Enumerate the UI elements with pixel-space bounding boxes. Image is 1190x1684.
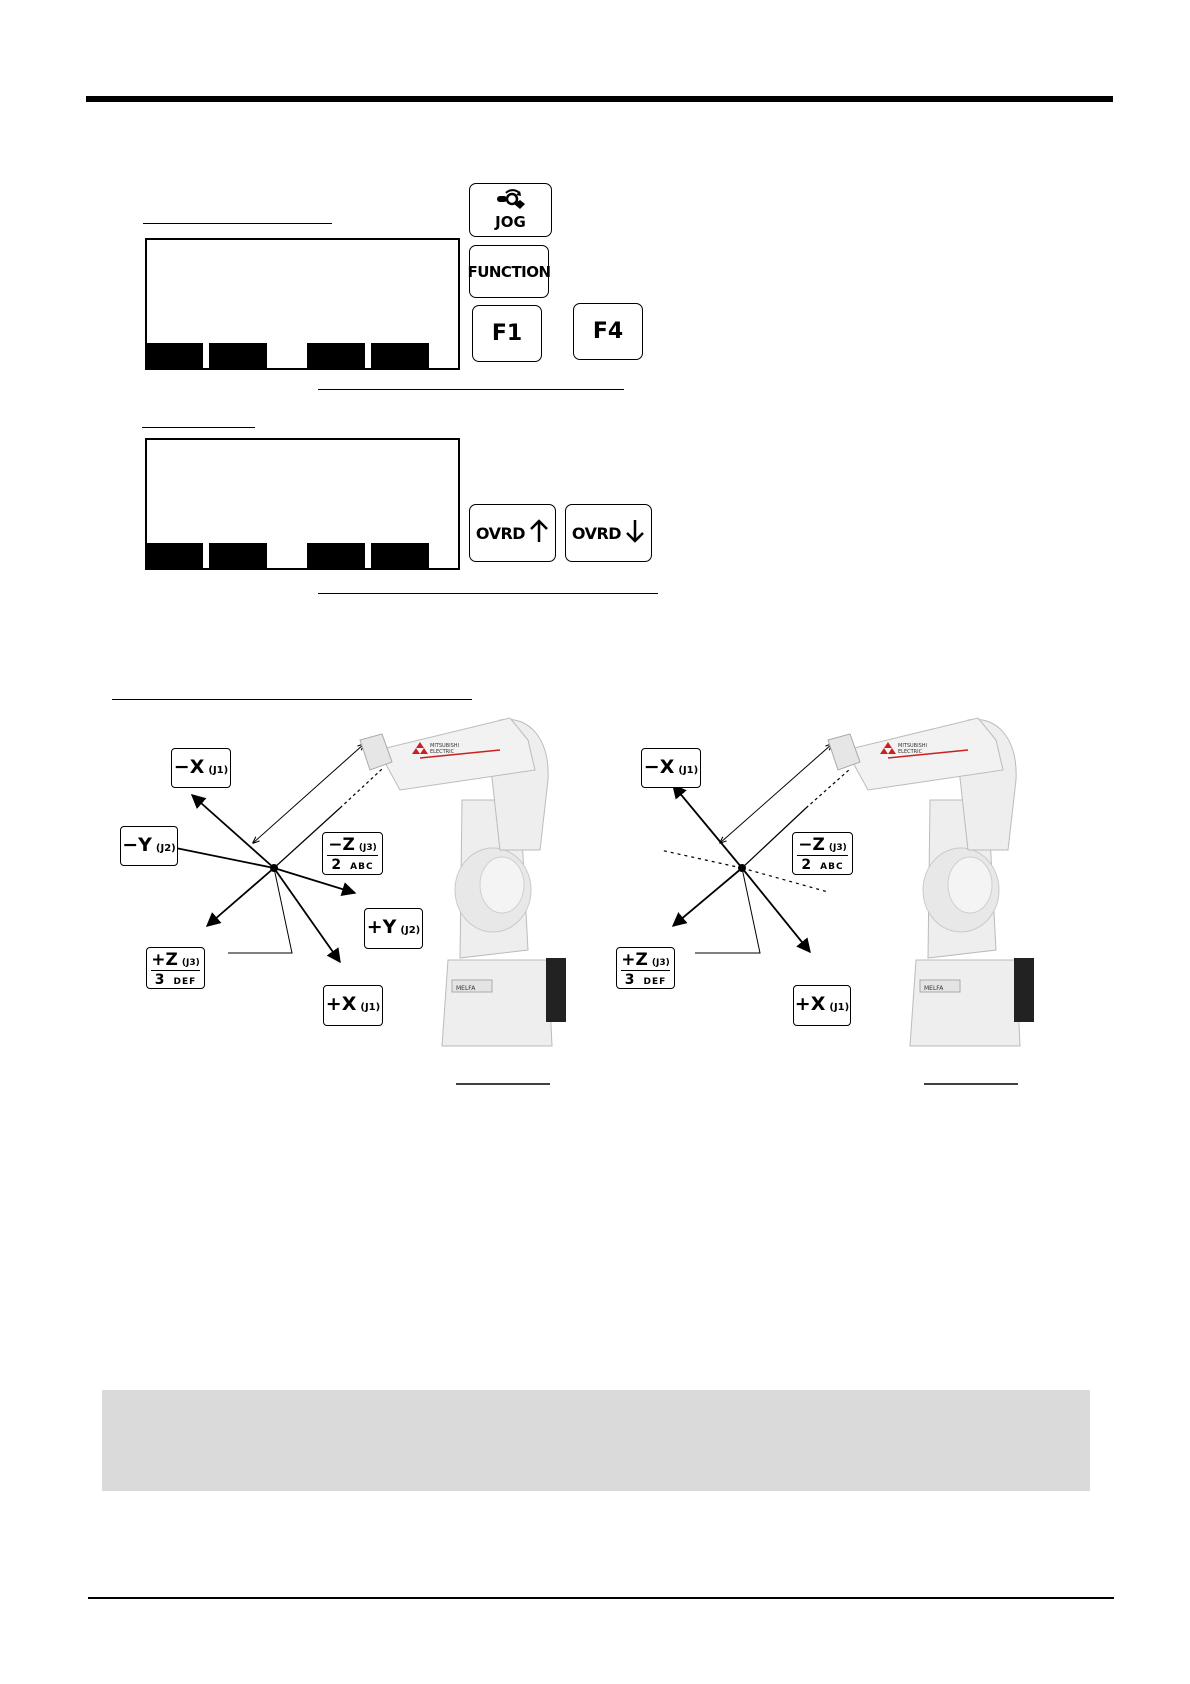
pos-z-key-number: 3 <box>624 972 635 988</box>
neg-z-key-2[interactable] <box>792 832 853 875</box>
pos-z-key-joint: (J3) <box>181 958 200 968</box>
neg-z-key-letters: ABC <box>820 862 844 872</box>
neg-z-key-number: 2 <box>801 857 812 873</box>
neg-x-key-joint: (J1) <box>678 765 699 776</box>
neg-x-key-label: −X <box>643 756 675 778</box>
base-cable <box>1014 958 1034 1022</box>
f1-key-label: F1 <box>491 321 523 346</box>
pos-x-key[interactable] <box>323 985 383 1026</box>
pos-y-key[interactable] <box>364 908 423 949</box>
neg-x-key-label: −X <box>173 756 205 778</box>
neg-y-key-label: −Y <box>122 834 152 856</box>
pos-z-key-letters: DEF <box>643 977 667 987</box>
ovrd-up-label: OVRD <box>475 523 526 543</box>
base-cable <box>546 958 566 1022</box>
brand-line-1: MITSUBISHI <box>430 743 459 749</box>
pos-x-key-joint: (J1) <box>829 1002 850 1013</box>
pos-z-key-number: 3 <box>154 972 165 988</box>
neg-x-key-joint: (J1) <box>208 765 229 776</box>
pos-z-key-label: +Z <box>621 950 648 970</box>
pos-z-key-2[interactable] <box>616 947 675 989</box>
f4-key-label: F4 <box>592 319 624 344</box>
pos-z-key-label: +Z <box>151 950 178 970</box>
robot-arm-image <box>360 700 600 1060</box>
pos-x-arrow-2 <box>742 868 810 952</box>
pos-y-key-joint: (J2) <box>400 925 421 936</box>
brand-line-1-2: MITSUBISHI <box>898 743 927 749</box>
neg-z-key[interactable] <box>322 832 383 875</box>
neg-z-key-label: −Z <box>798 835 825 855</box>
pos-x-key-label: +X <box>325 993 357 1015</box>
robot-model-label: MELFA <box>456 985 476 992</box>
neg-z-key-number: 2 <box>331 857 342 873</box>
pos-x-key-joint: (J1) <box>360 1002 381 1013</box>
pos-y-key-label: +Y <box>366 916 397 938</box>
jog-key-label: JOG <box>495 213 526 231</box>
note-box <box>102 1390 1090 1491</box>
function-key-label: FUNCTION <box>467 262 551 281</box>
neg-x-arrow-2 <box>673 785 742 868</box>
tcp-point-2 <box>738 864 746 872</box>
neg-z-key-joint: (J3) <box>828 843 847 853</box>
pos-x-key-2[interactable] <box>793 985 851 1026</box>
neg-z-key-joint: (J3) <box>358 843 377 853</box>
tool-length-dimension-2 <box>720 744 832 843</box>
pos-x-key-label: +X <box>794 993 826 1015</box>
tool-length-dimension <box>253 744 364 843</box>
pos-z-key-letters: DEF <box>173 977 197 987</box>
brand-line-2: ELECTRIC <box>430 749 455 755</box>
robot-arm-image-2 <box>828 700 1068 1060</box>
neg-x-arrow <box>192 795 274 868</box>
neg-y-key-joint: (J2) <box>155 843 176 854</box>
neg-x-key[interactable] <box>171 748 231 788</box>
brand-line-2-2: ELECTRIC <box>898 749 923 755</box>
robot-model-label-2: MELFA <box>924 985 944 992</box>
ovrd-down-label: OVRD <box>571 523 622 543</box>
neg-y-key[interactable] <box>120 826 178 866</box>
pos-z-arrow-2 <box>673 868 742 926</box>
neg-x-key-2[interactable] <box>641 748 701 788</box>
tcp-point <box>270 864 278 872</box>
pos-z-key[interactable] <box>146 947 205 989</box>
pos-z-key-joint: (J3) <box>651 958 670 968</box>
pos-z-arrow <box>207 868 274 926</box>
neg-z-key-label: −Z <box>328 835 355 855</box>
neg-z-key-letters: ABC <box>350 862 374 872</box>
